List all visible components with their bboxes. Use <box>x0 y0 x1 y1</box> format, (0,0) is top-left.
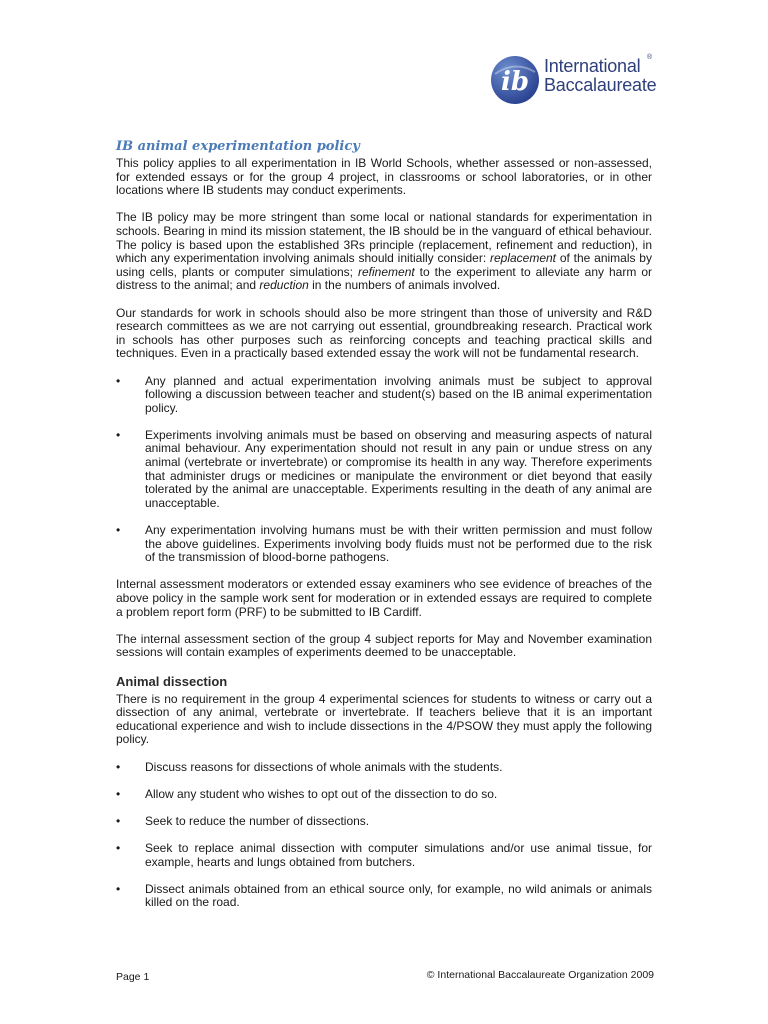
dissection-intro: There is no requirement in the group 4 experimental sciences for students to witness or carry out a dissection of any animal, vertebrate or invertebrate. If teachers believe that it is an important educational experience and wish to include dissections in the 4/PSOW they must apply the following policy. <box>116 691 652 747</box>
ib-globe-icon <box>489 54 541 106</box>
list-item <box>116 761 652 775</box>
term-replacement: replacement <box>489 251 557 266</box>
term-reduction: reduction <box>259 278 309 293</box>
copyright-notice: © International Baccalaureate Organization 2009 <box>426 969 654 981</box>
policy-paragraph: The IB policy may be more stringent than some local or national standards for experimentation in schools. Bearing in mind its mission statement, the IB should be in the vanguard of ethical behaviour. The policy is based upon the established 3Rs principle (replacement, refinement and reduction), in which any experimentation involving animals should initially consider: replacement of the animals by using cells, plants or computer simulations; refinement to the experiment to alleviate any harm or distress to the animal; and reduction in the numbers of animals involved. <box>116 210 652 293</box>
bullet-icon: • <box>116 523 121 538</box>
list-item <box>116 842 652 869</box>
list-item-text: Seek to reduce the number of dissections. <box>145 813 370 828</box>
document-body <box>116 139 652 910</box>
list-item-text: Allow any student who wishes to opt out of the dissection to do so. <box>145 786 498 801</box>
bullet-icon: • <box>116 759 121 774</box>
reports-paragraph: The internal assessment section of the group 4 subject reports for May and November examination sessions will contain examples of experiments deemed to be unacceptable. <box>116 631 652 660</box>
bullet-icon: • <box>116 427 121 442</box>
term-refinement: refinement <box>358 264 415 279</box>
ib-mark: ib <box>500 67 530 97</box>
list-item-text: Any experimentation involving humans must be with their written permission and must follow the above guidelines. Experiments involving body fluids must not be performed due to the risk of the transmission of blood-borne pathogens. <box>145 523 652 565</box>
list-item <box>116 883 652 910</box>
list-item-text: Seek to replace animal dissection with computer simulations and/or use animal tissue, for example, hearts and lungs obtained from butchers. <box>145 841 652 869</box>
document-title: IB animal experimentation policy <box>116 139 360 154</box>
logo-line-2: Baccalaureate <box>544 75 657 95</box>
list-item-text: Discuss reasons for dissections of whole animals with the students. <box>145 759 503 774</box>
list-item-text: Dissect animals obtained from an ethical source only, for example, no wild animals or animals killed on the road. <box>145 881 652 910</box>
intro-paragraph: This policy applies to all experimentation in IB World Schools, whether assessed or non-assessed, for extended essays or for the group 4 project, in classrooms or school laboratories, or in other locations where IB students may conduct experiments. <box>116 156 652 198</box>
list-item <box>116 375 652 416</box>
list-item-text: Any planned and actual experimentation involving animals must be subject to approval following a discussion between teacher and student(s) based on the IB animal experimentation policy. <box>145 373 652 415</box>
bullet-icon: • <box>116 786 121 801</box>
list-item <box>116 815 652 829</box>
logo-line-1: International <box>544 56 641 76</box>
bullet-icon: • <box>116 373 121 388</box>
ib-logo <box>489 54 669 106</box>
bullet-icon: • <box>116 813 121 828</box>
moderators-paragraph: Internal assessment moderators or extended essay examiners who see evidence of breaches of the above policy in the sample work sent for moderation or in extended essays are required to complete a problem report form (PRF) to be submitted to IB Cardiff. <box>116 577 652 619</box>
list-item <box>116 788 652 802</box>
section-heading: Animal dissection <box>116 673 228 689</box>
list-item <box>116 429 652 511</box>
bullet-icon: • <box>116 841 121 856</box>
registered-mark: ® <box>647 54 653 61</box>
logo-wordmark <box>544 57 656 95</box>
standards-paragraph: Our standards for work in schools should also be more stringent than those of university and R&D research committees as we are not carrying out essential, groundbreaking research. Practical work in schools has other purposes such as reinforcing concepts and teaching practical skills and techniques. Even in a practically based extended essay the work will not be fundamental research. <box>116 305 652 361</box>
list-item-text: Experiments involving animals must be based on observing and measuring aspects of natural animal behaviour. Any experimentation should not result in any pain or undue stress on any animal (vertebrate or invertebrate) or compromise its health in any way. Therefore experiments that administer drugs or medicines or manipulate the environment or diet beyond that easily tolerated by the animal are unacceptable. Experiments resulting in the death of any animal are unacceptable. <box>145 427 652 510</box>
bullet-icon: • <box>116 881 121 896</box>
page-number: Page 1 <box>116 971 150 983</box>
list-item <box>116 524 652 565</box>
